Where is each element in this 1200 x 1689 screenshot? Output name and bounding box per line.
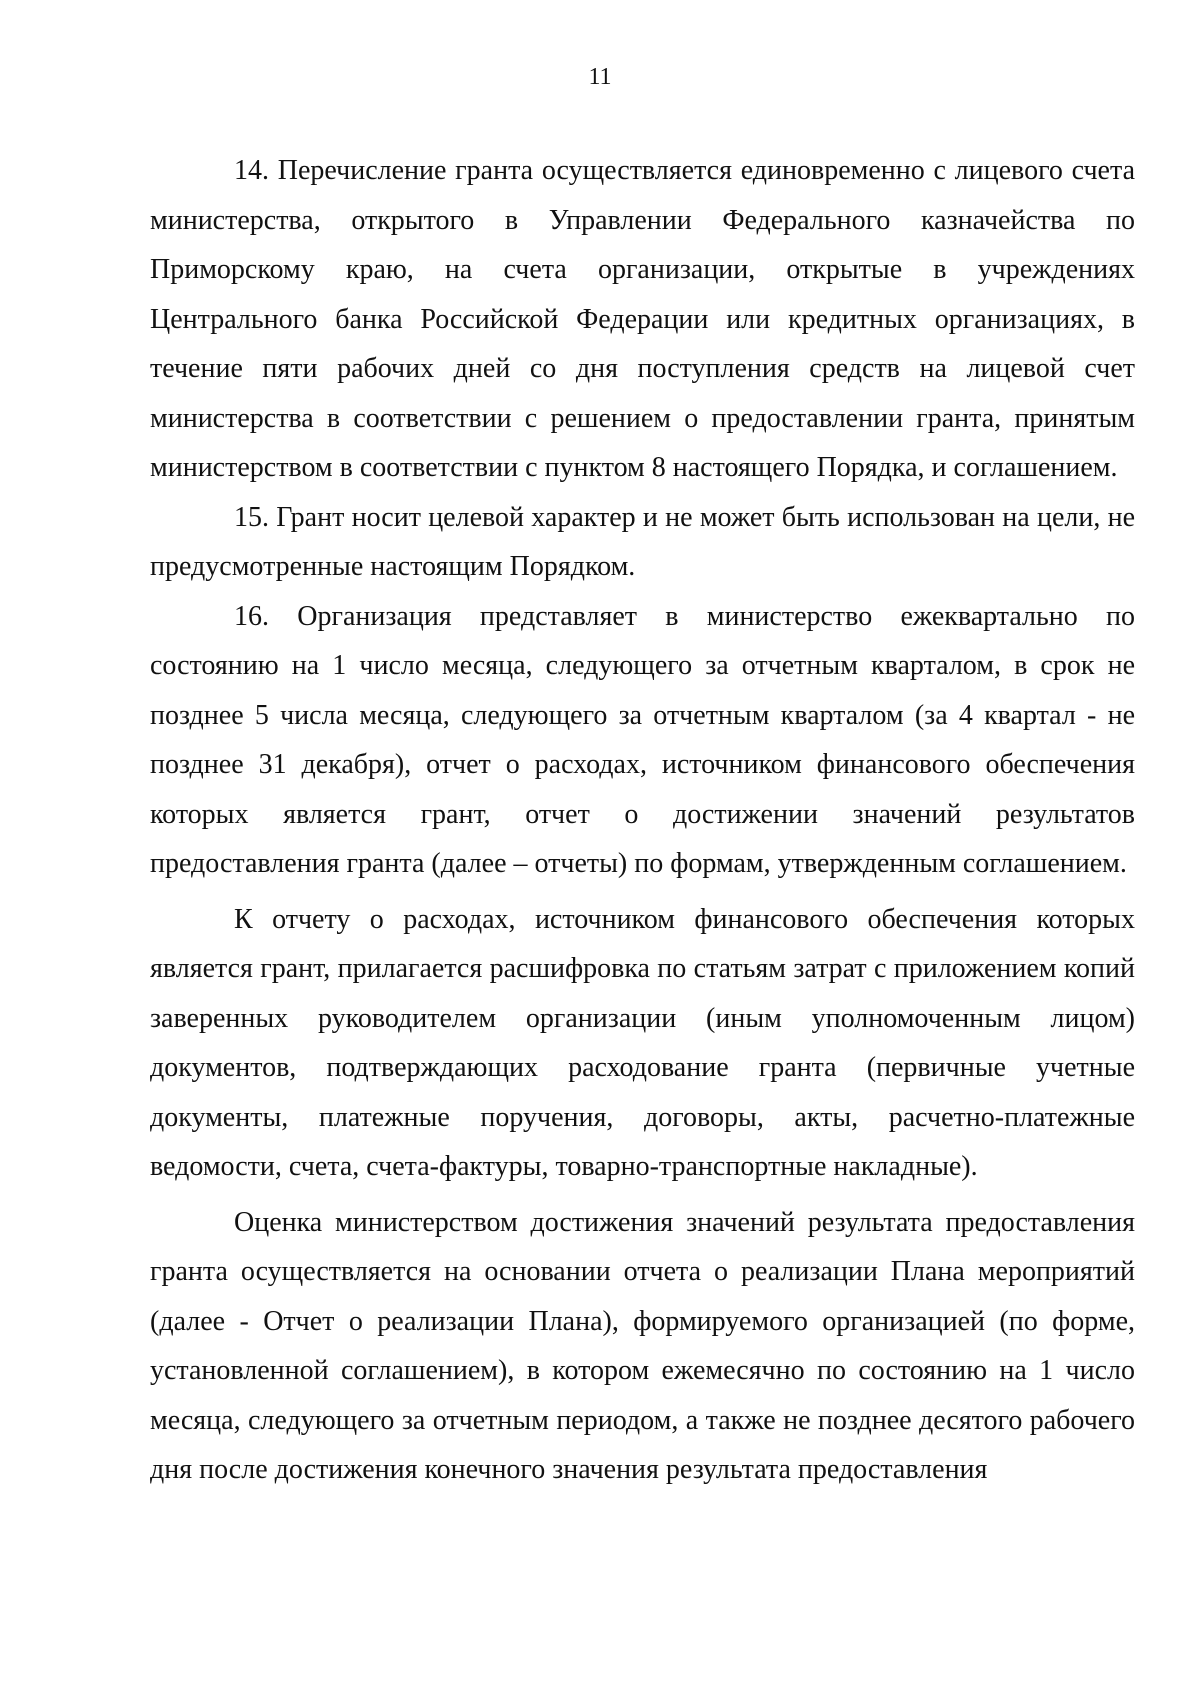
paragraph-16: 16. Организация представляет в министерство ежеквартально по состоянию на 1 число месяца, следующего за отчетным кварталом, в срок не позднее 5 числа месяца, следующего за отчетным кварталом (за 4 квартал - не позднее 31 декабря), отчет о расходах, источником финансового обеспечения которых является грант, отчет о достижении значений результатов предоставления гранта (далее – отчеты) по формам, утвержденным соглашением. <box>150 600 1135 879</box>
paragraph-14: 14. Перечисление гранта осуществляется единовременно с лицевого счета министерства, открытого в Управлении Федерального казначейства по Приморскому краю, на счета организации, открытые в учреждениях Центрального банка Российской Федерации или кредитных организациях, в течение пяти рабочих дней со дня поступления средств на лицевой счет министерства в соответствии с решением о предоставлении гранта, принятым министерством в соответствии с пунктом 8 настоящего Порядка, и соглашением. <box>150 155 1135 483</box>
paragraph-expense-report-attachment: К отчету о расходах, источником финансового обеспечения которых является грант, прилагается расшифровка по статьям затрат с приложением копий заверенных руководителем организации (иным уполномоченным лицом) документов, подтверждающих расходование гранта (первичные учетные документы, платежные поручения, договоры, акты, расчетно-платежные ведомости, счета, счета-фактуры, товарно-транспортные накладные). <box>150 903 1135 1182</box>
document-body <box>150 146 1135 1495</box>
paragraph-result-assessment: Оценка министерством достижения значений результата предоставления гранта осуществляется на основании отчета о реализации Плана мероприятий (далее - Отчет о реализации Плана), формируемого организацией (по форме, установленной соглашением), в котором ежемесячно по состоянию на 1 число месяца, следующего за отчетным периодом, а также не позднее десятого рабочего дня после достижения конечного значения результата предоставления <box>150 1206 1135 1485</box>
paragraph-15: 15. Грант носит целевой характер и не может быть использован на цели, не предусмотренные настоящим Порядком. <box>150 501 1135 582</box>
page-number: 11 <box>588 64 612 90</box>
